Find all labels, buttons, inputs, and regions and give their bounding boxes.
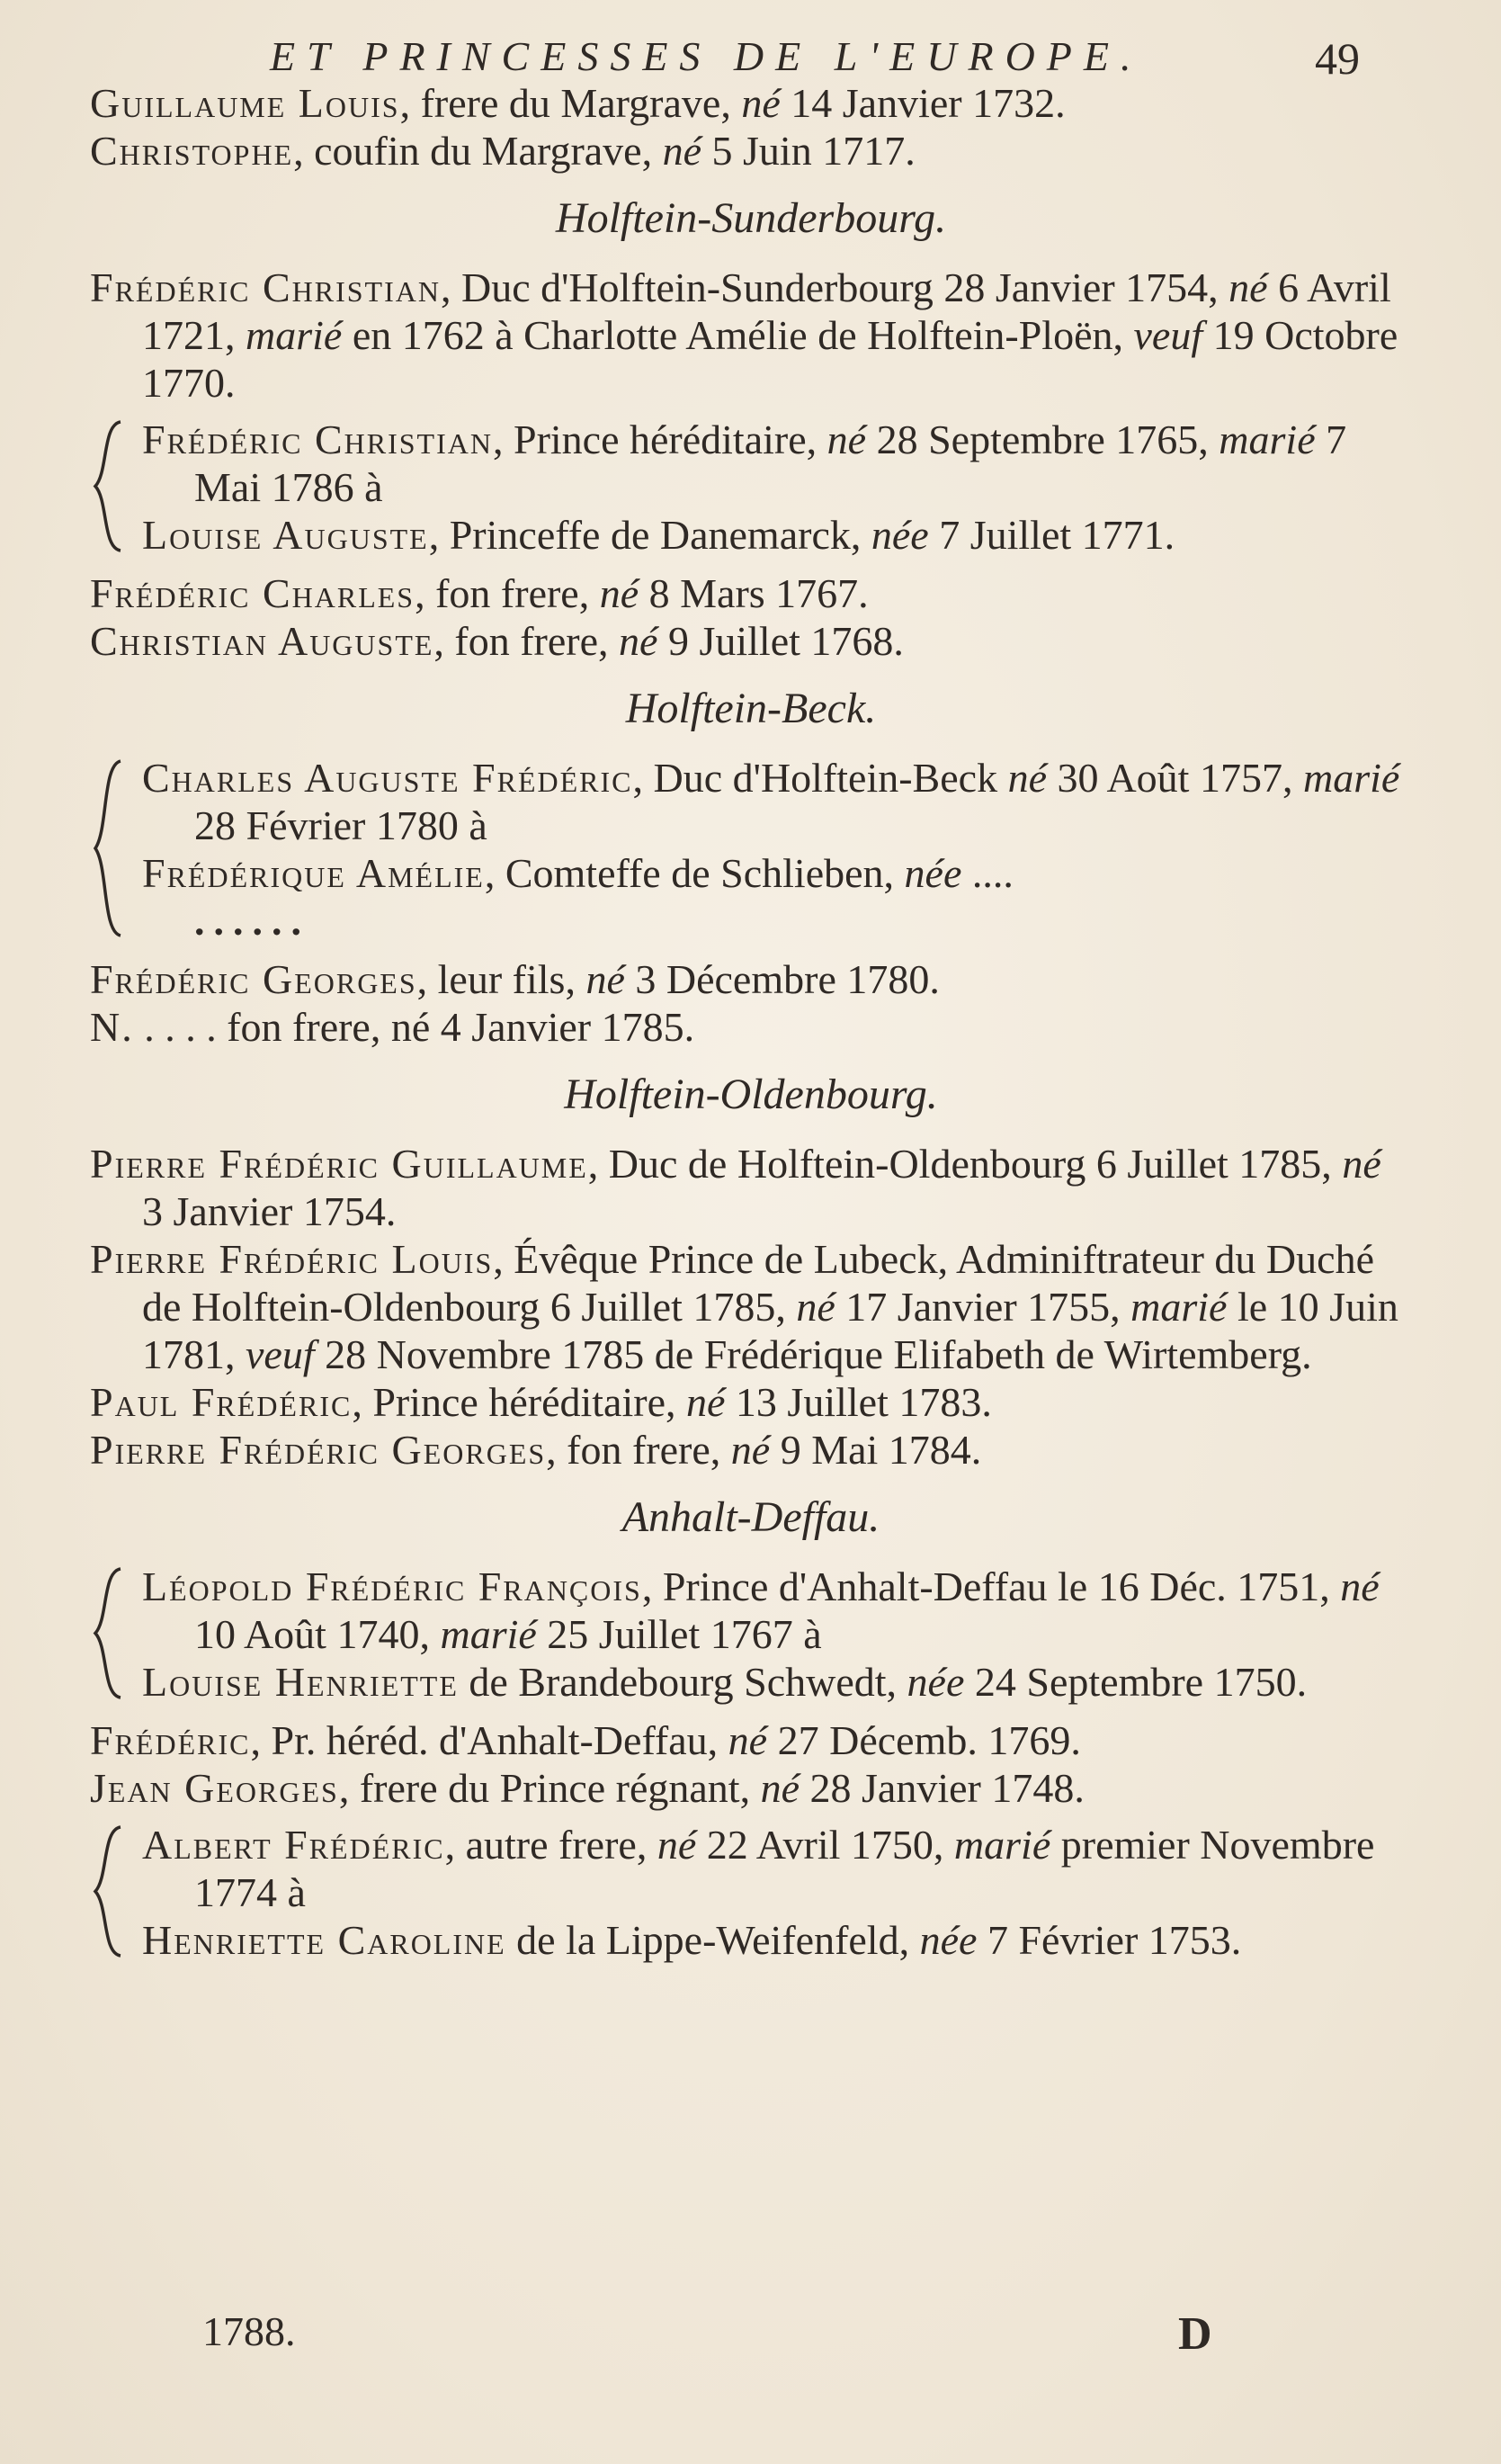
entry-frederic-charles: Frédéric Charles, fon frere, né 8 Mars 1767. — [90, 570, 869, 616]
section-heading-beck: Holftein-Beck. — [625, 685, 877, 732]
running-head: ET PRINCESSES DE L'EUROPE. — [270, 33, 1143, 79]
section-heading-sunderbourg: Holftein-Sunderbourg. — [555, 194, 947, 242]
entry-n-brother: N. . . . . fon frere, né 4 Janvier 1785. — [90, 1004, 695, 1050]
entry-albert-frederic: Albert Frédéric, autre frere, né 22 Avril 1750, marié premier Novembre 1774 à — [142, 1822, 1375, 1915]
entry-leopold-frederic-francois: Léopold Frédéric François, Prince d'Anhalt-Deffau le 16 Déc. 1751, né 10 Août 1740, marié 25 Juillet 1767 à — [142, 1564, 1380, 1657]
entry-frederic-dessau: Frédéric, Pr. héréd. d'Anhalt-Deffau, né 27 Décemb. 1769. — [90, 1717, 1081, 1763]
entry-louise-henriette: Louise Henriette de Brandebourg Schwedt, née 24 Septembre 1750. — [142, 1659, 1308, 1705]
brace-icon — [90, 757, 126, 939]
signature-mark: D — [1178, 2308, 1212, 2360]
couple-dessau-albert — [90, 1821, 1412, 1964]
entry-pierre-frederic-louis: Pierre Frédéric Louis, Évêque Prince de Lubeck, Adminiftrateur du Duché de Holftein-Oldenbourg 6 Juillet 1785, né 17 Janvier 1755, marié le 10 Juin 1781, veuf 28 Novembre 1785 de Frédérique Elifabeth de Wirtemberg. — [90, 1236, 1398, 1377]
ellipsis-dots: ...... — [194, 898, 310, 944]
page-footer — [202, 2307, 1371, 2361]
entry-christian-auguste: Christian Auguste, fon frere, né 9 Juillet 1768. — [90, 618, 904, 664]
year-mark: 1788. — [202, 2308, 296, 2354]
couple-beck — [90, 754, 1412, 945]
entry-pierre-frederic-guillaume: Pierre Frédéric Guillaume, Duc de Holftein-Oldenbourg 6 Juillet 1785, né 3 Janvier 1754. — [90, 1141, 1381, 1234]
entry-frederique-amelie: Frédérique Amélie, Comteffe de Schlieben, née .... — [142, 850, 1014, 896]
section-heading-oldenbourg: Holftein-Oldenbourg. — [564, 1071, 938, 1118]
section-heading-dessau: Anhalt-Deffau. — [621, 1493, 880, 1541]
entry-louise-auguste: Louise Auguste, Princeffe de Danemarck, née 7 Juillet 1771. — [142, 512, 1175, 558]
entry-duke-sunderbourg: Frédéric Christian, Duc d'Holftein-Sunderbourg 28 Janvier 1754, né 6 Avril 1721, marié en 1762 à Charlotte Amélie de Holftein-Ploën, veuf 19 Octobre 1770. — [90, 264, 1398, 406]
entry-frederic-georges: Frédéric Georges, leur fils, né 3 Décembre 1780. — [90, 956, 940, 1002]
brace-icon — [90, 1566, 126, 1700]
entry-prince-frederic-christian: Frédéric Christian, Prince héréditaire, né 28 Septembre 1765, marié 7 Mai 1786 à — [142, 417, 1347, 510]
entry-jean-georges: Jean Georges, frere du Prince régnant, né 28 Janvier 1748. — [90, 1765, 1085, 1811]
brace-icon — [90, 1824, 126, 1958]
couple-dessau-leopold — [90, 1563, 1412, 1706]
entry-pierre-frederic-georges: Pierre Frédéric Georges, fon frere, né 9 Mai 1784. — [90, 1427, 982, 1473]
entry-christophe: Christophe, coufin du Margrave, né 5 Juin 1717. — [90, 128, 916, 174]
brace-icon — [90, 419, 126, 553]
entry-charles-auguste-frederic: Charles Auguste Frédéric, Duc d'Holftein-Beck né 30 Août 1757, marié 28 Février 1780 à — [142, 755, 1400, 848]
couple-sunderbourg — [90, 416, 1412, 559]
entry-henriette-caroline: Henriette Caroline de la Lippe-Weifenfeld, née 7 Février 1753. — [142, 1917, 1242, 1963]
page-text — [90, 79, 1412, 1975]
page-number: 49 — [1315, 33, 1360, 84]
entry-paul-frederic: Paul Frédéric, Prince héréditaire, né 13 Juillet 1783. — [90, 1379, 992, 1425]
entry-guillaume-louis: Guillaume Louis, frere du Margrave, né 14 Janvier 1732. — [90, 80, 1066, 126]
